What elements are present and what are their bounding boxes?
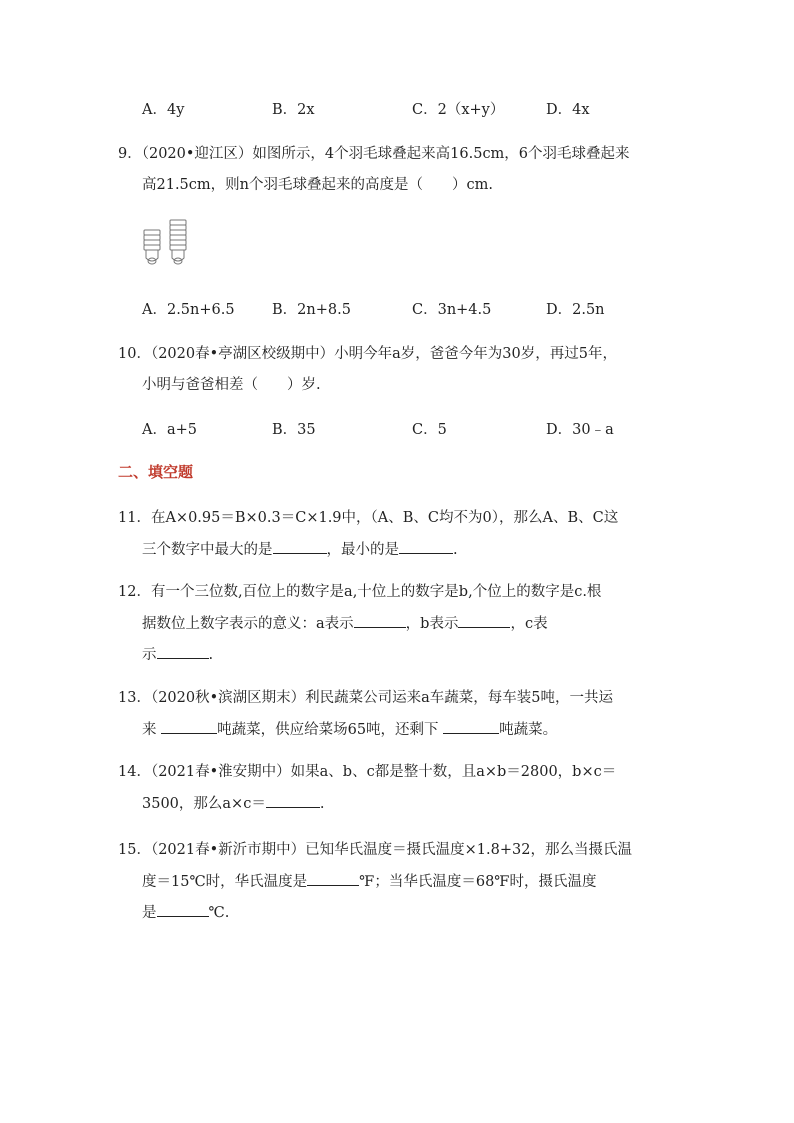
q12-text-b: ，b表示 xyxy=(405,616,459,632)
answer-blank[interactable] xyxy=(399,539,453,554)
q8-option-b: B．2x xyxy=(272,102,315,118)
q12-text-e: . xyxy=(208,647,214,663)
answer-blank[interactable] xyxy=(307,871,359,886)
q9-options xyxy=(142,298,702,320)
q12-text-a: 据数位上数字表示的意义：a表示 xyxy=(142,616,354,632)
q8-option-d: D．4x xyxy=(546,102,590,118)
q14-text-b: . xyxy=(319,796,325,812)
q11-line-1: 11．在A×0.95＝B×0.3＝C×1.9中，（A、B、C均不为0），那么A、B、C这 xyxy=(118,510,619,526)
q15-line-1: 15．（2021春•新沂市期中）已知华氏温度＝摄氏温度×1.8+32，那么当摄氏温 xyxy=(118,842,632,858)
q9-option-a: A．2.5n+6.5 xyxy=(142,302,235,318)
q13-text-a: 来 xyxy=(142,722,162,738)
q11-text-c: . xyxy=(453,542,458,558)
q12-line-1: 12．有一个三位数,百位上的数字是a,十位上的数字是b,个位上的数字是c.根 xyxy=(118,584,602,600)
q15-text-c: 是 xyxy=(142,905,157,921)
q9-option-b: B．2n+8.5 xyxy=(272,302,351,318)
q10-option-d: D．30﹣a xyxy=(546,422,614,438)
q14-line-1: 14．（2021春•淮安期中）如果a、b、c都是整十数，且a×b＝2800，b×c＝ xyxy=(118,764,617,780)
q10-option-b: B．35 xyxy=(272,422,316,438)
q13-text-c: 吨蔬菜。 xyxy=(499,722,558,738)
answer-blank[interactable] xyxy=(161,719,217,734)
q12-text-c: ，c表 xyxy=(510,616,548,632)
q15-line-2 xyxy=(142,871,597,892)
answer-blank[interactable] xyxy=(157,644,209,659)
q14-line-2 xyxy=(142,793,324,814)
answer-blank[interactable] xyxy=(266,793,320,808)
q15-line-3 xyxy=(142,902,229,923)
q10-options xyxy=(142,418,702,440)
q15-text-a: 度＝15℃时，华氏温度是 xyxy=(142,874,308,890)
section-title-fill-in: 二、填空题 xyxy=(118,463,194,481)
q12-text-d: 示 xyxy=(142,647,157,663)
q9-option-d: D．2.5n xyxy=(546,302,605,318)
q10-line-2: 小明与爸爸相差（ ）岁. xyxy=(142,377,321,393)
q11-line-2 xyxy=(142,539,458,560)
answer-blank[interactable] xyxy=(354,613,406,628)
answer-blank[interactable] xyxy=(273,539,327,554)
q10-option-c: C．5 xyxy=(412,422,447,438)
q15-text-d: ℃. xyxy=(208,905,230,921)
q15-text-b: ℉；当华氏温度＝68℉时，摄氏温度 xyxy=(359,874,597,890)
q11-text-b: ，最小的是 xyxy=(326,542,399,558)
shuttlecock-stack-figure xyxy=(140,218,196,270)
q12-line-2 xyxy=(142,613,548,634)
q13-line-1: 13．（2020秋•滨湖区期末）利民蔬菜公司运来a车蔬菜，每车装5吨，一共运 xyxy=(118,690,614,706)
answer-blank[interactable] xyxy=(458,613,510,628)
q8-option-a: A．4y xyxy=(142,102,185,118)
q9-line-2: 高21.5cm，则n个羽毛球叠起来的高度是（ ）cm. xyxy=(142,177,493,193)
q13-text-b: 吨蔬菜，供应给菜场65吨，还剩下 xyxy=(217,722,444,738)
answer-blank[interactable] xyxy=(157,902,209,917)
q11-text-a: 三个数字中最大的是 xyxy=(142,542,273,558)
q13-line-2 xyxy=(142,719,557,740)
q8-options xyxy=(142,98,702,120)
q10-option-a: A．a+5 xyxy=(142,422,197,438)
q8-option-c: C．2（x+y） xyxy=(412,102,505,118)
q9-line-1: 9．（2020•迎江区）如图所示，4个羽毛球叠起来高16.5cm，6个羽毛球叠起来 xyxy=(118,146,630,162)
q9-option-c: C．3n+4.5 xyxy=(412,302,492,318)
answer-blank[interactable] xyxy=(443,719,499,734)
q14-text-a: 3500，那么a×c＝ xyxy=(142,796,266,812)
q12-line-3 xyxy=(142,644,213,665)
q10-line-1: 10．（2020春•亭湖区校级期中）小明今年a岁，爸爸今年为30岁，再过5年， xyxy=(118,346,617,362)
